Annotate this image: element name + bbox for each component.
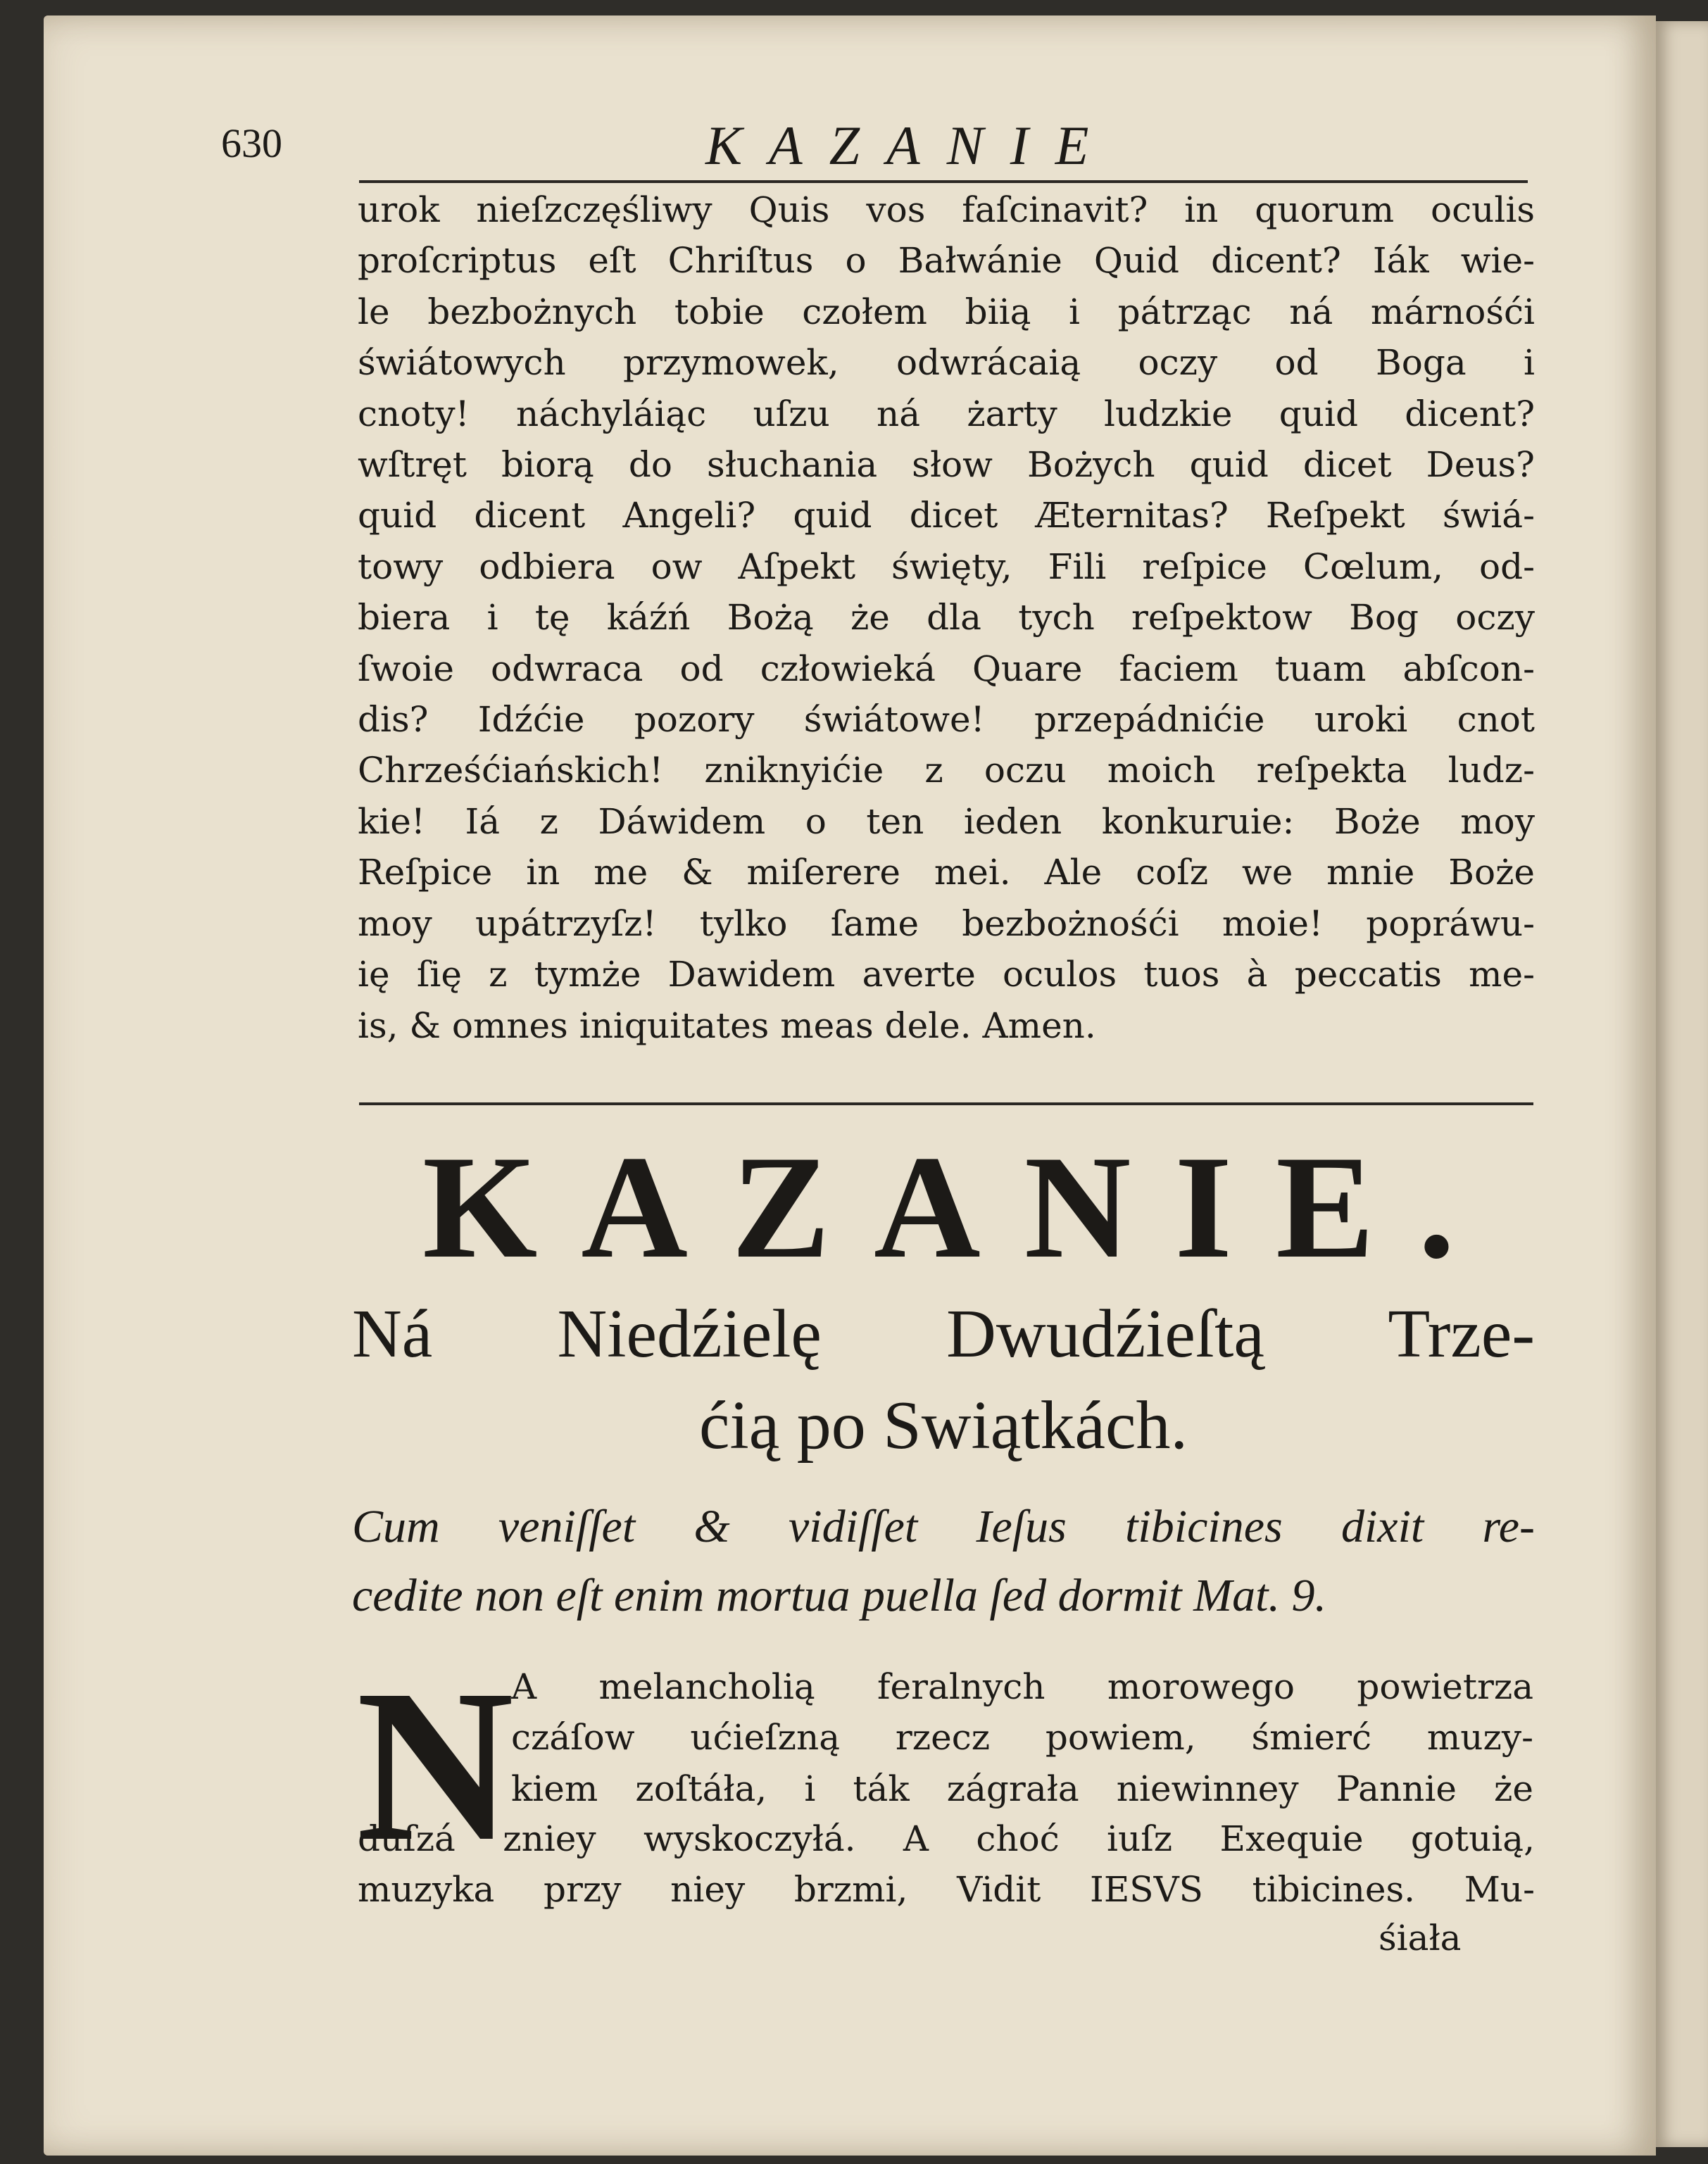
- text-line: ię ſię z tymże Dawidem averte oculos tuos à peccatis me-: [358, 954, 1535, 995]
- subtitle-line: ćią po Swiątkách.: [699, 1388, 1188, 1464]
- text-line: le bezbożnych tobie czołem biią i pátrząc ná márnośći: [358, 291, 1535, 332]
- text-line: is, & omnes iniquitates meas dele. Amen.: [358, 1005, 1096, 1046]
- running-title: KAZANIE: [705, 115, 1116, 176]
- text-line: dis? Idźćie pozory świátowe! przepádnićie uroki cnot: [358, 699, 1535, 741]
- sermon-subtitle: [352, 1288, 1535, 1471]
- sermon-opening-full: [358, 1813, 1535, 1915]
- text-line: duſzá zniey wyskoczyłá. A choć iuſz Exequie gotuią,: [358, 1818, 1535, 1859]
- text-line: ſwoie odwraca od człowieká Quare faciem tuam abſcon-: [358, 648, 1535, 689]
- sermon-opening-indented: [511, 1661, 1533, 1814]
- sermon-title: KAZANIE.: [422, 1126, 1499, 1289]
- epigraph-line: cedite non eſt enim mortua puella ſed dormit Mat. 9.: [352, 1570, 1326, 1621]
- text-line: quid dicent Angeli? quid dicet Æternitas? Reſpekt świá-: [358, 495, 1535, 536]
- text-line: towy odbiera ow Aſpekt święty, Fili reſpice Cœlum, od-: [358, 546, 1535, 587]
- text-line: Chrześćiańskich! zniknyićie z oczu moich reſpekta ludz-: [358, 750, 1535, 791]
- text-line: urok nieſzczęśliwy Quis vos faſcinavit? in quorum oculis: [358, 189, 1535, 230]
- previous-sermon-ending: [358, 184, 1535, 1051]
- catchword: śiała: [1379, 1918, 1462, 1958]
- page-number: 630: [221, 120, 282, 166]
- text-line: wſtręt biorą do słuchania słow Bożych quid dicet Deus?: [358, 444, 1535, 486]
- text-line: czáſow ućieſzną rzecz powiem, śmierć muzy-: [511, 1717, 1533, 1759]
- text-line: Reſpice in me & miſerere mei. Ale coſz we mnie Boże: [358, 852, 1535, 893]
- text-line: A melancholią feralnych morowego powietrza: [511, 1666, 1533, 1707]
- scripture-epigraph: [352, 1492, 1535, 1630]
- text-line: kiem zoſtáła, i ták zágrała niewinney Pannie że: [511, 1768, 1533, 1809]
- subtitle-line: Ná Niedźielę Dwudźieſtą Trze-: [352, 1296, 1535, 1372]
- text-line: świátowych przymowek, odwrácaią oczy od Boga i: [358, 342, 1535, 384]
- section-divider-rule: [359, 1102, 1533, 1105]
- text-line: moy upátrzyſz! tylko ſame bezbożnośći moie! popráwu-: [358, 902, 1535, 944]
- text-line: biera i tę káźń Bożą że dla tych reſpektow Bog oczy: [358, 597, 1535, 638]
- text-line: kie! Iá z Dáwidem o ten ieden konkuruie: Boże moy: [358, 800, 1535, 842]
- drop-cap-initial: N: [356, 1645, 514, 1887]
- text-line: proſcriptus eſt Chriſtus o Bałwánie Quid dicent? Iák wie-: [358, 240, 1535, 282]
- epigraph-line: Cum veniſſet & vidiſſet Ieſus tibicines dixit re-: [352, 1501, 1535, 1552]
- text-line: cnoty! náchyláiąc uſzu ná żarty ludzkie quid dicent?: [358, 393, 1535, 434]
- header-rule: [359, 180, 1528, 183]
- adjacent-page-edge: [1656, 21, 1708, 2147]
- text-line: muzyka przy niey brzmi, Vidit IESVS tibicines. Mu-: [358, 1869, 1535, 1911]
